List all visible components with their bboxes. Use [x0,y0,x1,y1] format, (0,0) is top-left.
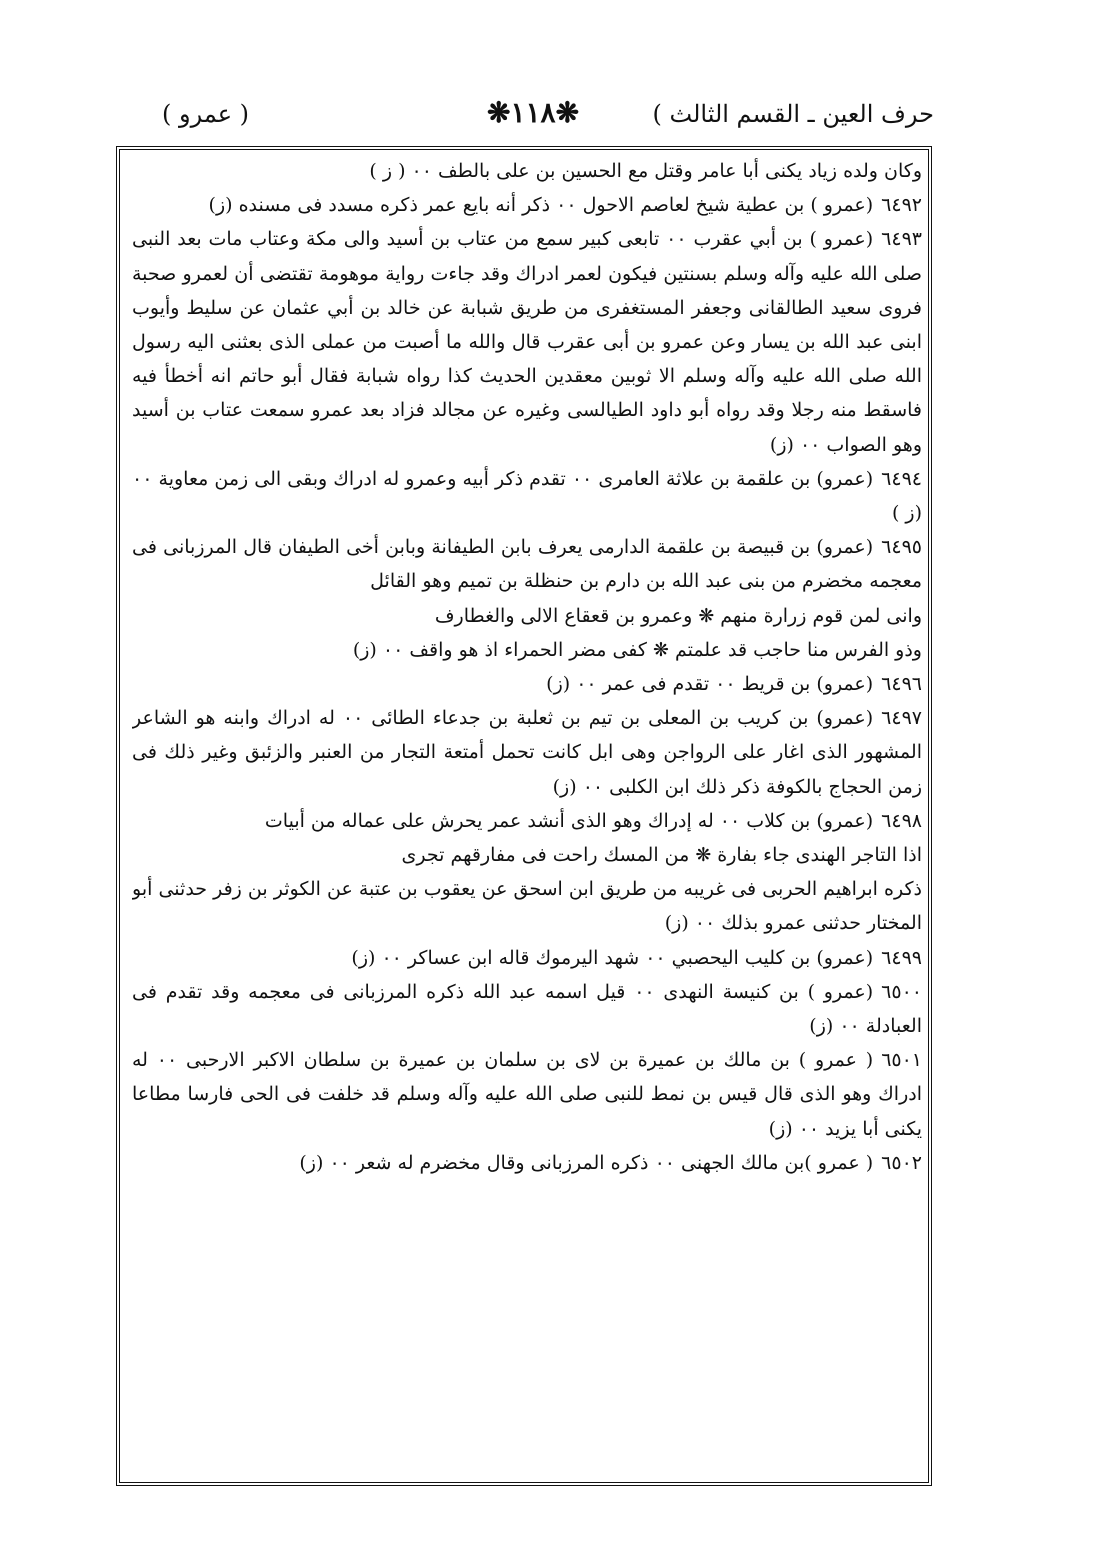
entry-text: (عمرو ) بن عطية شيخ لعاصم الاحول ٠٠ ذكر أنه بايع عمر ذكره مسدد فى مسنده (ز) [208,194,874,217]
entry-text: (عمرو) بن كلاب ٠٠ له إدراك وهو الذى أنشد عمر يحرش على عماله من أبيات [264,809,874,832]
entry-number: ٦٤٩٥ [881,536,922,559]
entry-6492 [132,188,922,222]
section-title: حرف العين ـ القسم الثالث ) [652,100,934,128]
entry-text: (عمرو) بن قريط ٠٠ تقدم فى عمر ٠٠ (ز) [546,673,874,696]
entry-text: ذكره ابراهيم الحربى فى غريبه من طريق ابن اسحق عن يعقوب بن عتبة عن الكوثر بن زفر حدثنى أبو المختار حدثنى عمرو بذلك ٠٠ (ز) [132,878,922,935]
entry-number: ٦٤٩٩ [881,946,922,969]
entry-text: وكان ولده زياد يكنى أبا عامر وقتل مع الحسين بن على بالطف ٠٠ ( ز ) [369,160,922,182]
entry-text: (عمرو ) بن كنيسة النهدى ٠٠ قيل اسمه عبد الله ذكره المرزبانى فى معجمه وقد تقدم فى العبادلة ٠٠ (ز) [132,980,922,1038]
entry-6498-continued [132,872,922,940]
entry-text: (عمرو ) بن أبي عقرب ٠٠ تابعى كبير سمع من عتاب بن أسيد والى مكة وعتاب مات بعد النبى صلى الله عليه وآله وسلم بسنتين فيكون لعمر ادراك وقد جاءت رواية موهومة تقتضى أن لعمرو صحبة فروى سعيد الطالقانى وجعفر المستغفرى من طريق شبابة عن خالد بن أبي عثمان عن سليط وأيوب ابنى عبد الله بن يسار وعن عمرو بن أبى عقرب قال والله ما أصبت من عملى الذى بعثنى اليه رسول الله صلى الله عليه وآله وسلم الا ثوبين معقدين الحديث كذا رواه شبابة فقال أبو حاتم انه أخطأ فيه فاسقط منه رجلا وقد رواه أبو داود الطيالسى وغيره عن مجالد فزاد بعد عمرو سمعت عتاب بن أسيد وهو الصواب ٠٠ (ز) [132,228,922,456]
entry-6494 [132,462,922,530]
entry-number: ٦٤٩٨ [881,809,922,832]
entry-text: (عمرو) بن علقمة بن علاثة العامرى ٠٠ تقدم ذكر أبيه وعمرو له ادراك وبقى الى زمن معاوية ٠٠ (ز ) [132,467,922,525]
entry-number: ٦٥٠٢ [881,1151,922,1174]
page-header [118,96,934,140]
entry-number: ٦٤٩٧ [881,707,922,730]
entry-6499 [132,941,922,975]
entry-text: (عمرو) بن كريب بن المعلى بن تيم بن ثعلبة بن جدعاء الطائى ٠٠ له ادراك وابنه هو الشاعر المشهور الذى اغار على الرواجن وهى ابل كانت تحمل أمتعة التجار من العنبر والزئبق وغير ذلك فى زمن الحجاج بالكوفة ذكر ذلك ابن الكلبى ٠٠ (ز) [132,707,922,798]
entry-number: ٦٤٩٢ [881,194,922,217]
entry-text: ( عمرو )بن مالك الجهنى ٠٠ ذكره المرزبانى وقال مخضرم له شعر ٠٠ (ز) [299,1151,874,1174]
entry-continuation [132,154,922,188]
page-number: ❋١١٨❋ [486,96,580,129]
entry-text: ( عمرو ) بن مالك بن عميرة بن لاى بن سلمان بن عميرة بن سلطان الاكبر الارحبى ٠٠ له ادراك وهو الذى قال قيس بن نمط للنبى صلى الله عليه وآله وسلم قد خلفت فى الحى فارسا مطاعا يكنى أبا يزيد ٠٠ (ز) [132,1049,922,1140]
entry-text: (عمرو) بن قبيصة بن علقمة الدارمى يعرف بابن الطيفانة وبابن أخى الطيفان قال المرزبانى فى معجمه مخضرم من بنى عبد الله بن دارم بن حنظلة بن تميم وهو القائل [132,536,922,593]
entry-6498 [132,804,922,838]
entry-number: ٦٥٠٠ [881,980,922,1003]
entry-6501 [132,1043,922,1146]
page-body [132,154,922,1484]
poem-verse: وذو الفرس منا حاجب قد علمتم ❋ كفى مضر الحمراء اذ هو واقف ٠٠ (ز) [352,638,922,661]
entry-number: ٦٤٩٤ [881,467,922,490]
poem-verse: اذا التاجر الهندى جاء بفارة ❋ من المسك راحت فى مفارقهم تجرى [401,844,922,867]
entry-6497 [132,701,922,804]
entry-6502 [132,1146,922,1180]
entry-number: ٦٥٠١ [881,1049,922,1072]
entry-number: ٦٤٩٣ [881,228,922,251]
running-head-entry: ( عمرو ) [162,100,250,128]
entry-6496 [132,667,922,701]
entry-6500 [132,975,922,1043]
entry-6495 [132,530,922,598]
poem-verse: وانى لمن قوم زرارة منهم ❋ وعمرو بن قعقاع الالى والغطارف [434,604,922,627]
entry-number: ٦٤٩٦ [881,673,922,696]
entry-text: (عمرو) بن كليب اليحصبي ٠٠ شهد اليرموك قاله ابن عساكر ٠٠ (ز) [351,946,874,969]
entry-6493 [132,222,922,461]
